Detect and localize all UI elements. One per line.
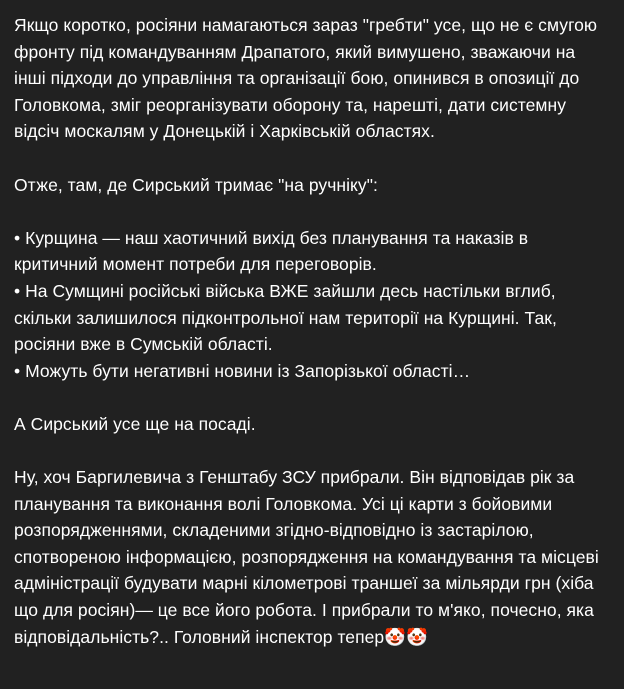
- bullet-item-3: • Можуть бути негативні новини із Запорізької області…: [14, 360, 471, 381]
- closing-long-text: Ну, хоч Баргилевича з Генштабу ЗСУ прибрали. Він відповідав рік за планування та виконання волі Головкома. Усі ці карти з бойовими розпорядженнями, складеними згідно-відповідно із застарілою, спотвореною інформацією, розпорядження на командування та місцеві адміністрації будувати марні кілометрові траншеї за мільярди грн (хіба що для росіян)— це все його робота. І прибрали то м'яко, почесно, яка відповідальність?.. Головний інспектор тепер: [14, 467, 604, 647]
- paragraph-lead-in: Отже, там, де Сирський тримає "на ручніку":: [14, 174, 378, 195]
- paragraph-spacer: [14, 198, 610, 225]
- bullet-item-2: • На Сумщині російські війська ВЖЕ зайшли десь настільки вглиб, скільки залишилося підконтрольної нам території на Курщині. Так, росіяни вже в Сумській області.: [14, 280, 562, 355]
- paragraph-intro: Якщо коротко, росіяни намагаються зараз "гребти" усе, що не є смугою фронту під командуванням Драпатого, який вимушено, зважаючи на інші підходи до управління та організації бою, опинився в опозиції до Головкома, зміг реорганізувати оборону та, нарешті, дати системну відсіч москалям у Донецькій і Харківській областях.: [14, 15, 602, 142]
- paragraph-closing-short: А Сирський усе ще на посаді.: [14, 413, 256, 434]
- bullet-item-1: • Курщина — наш хаотичний вихід без планування та наказів в критичний момент потреби для переговорів.: [14, 227, 533, 275]
- paragraph-closing-long: [14, 464, 610, 650]
- paragraph-spacer: [14, 384, 610, 411]
- paragraph-spacer: [14, 145, 610, 172]
- paragraph-spacer: [14, 438, 610, 465]
- clown-face-emoji: 🤡🤡: [384, 626, 428, 647]
